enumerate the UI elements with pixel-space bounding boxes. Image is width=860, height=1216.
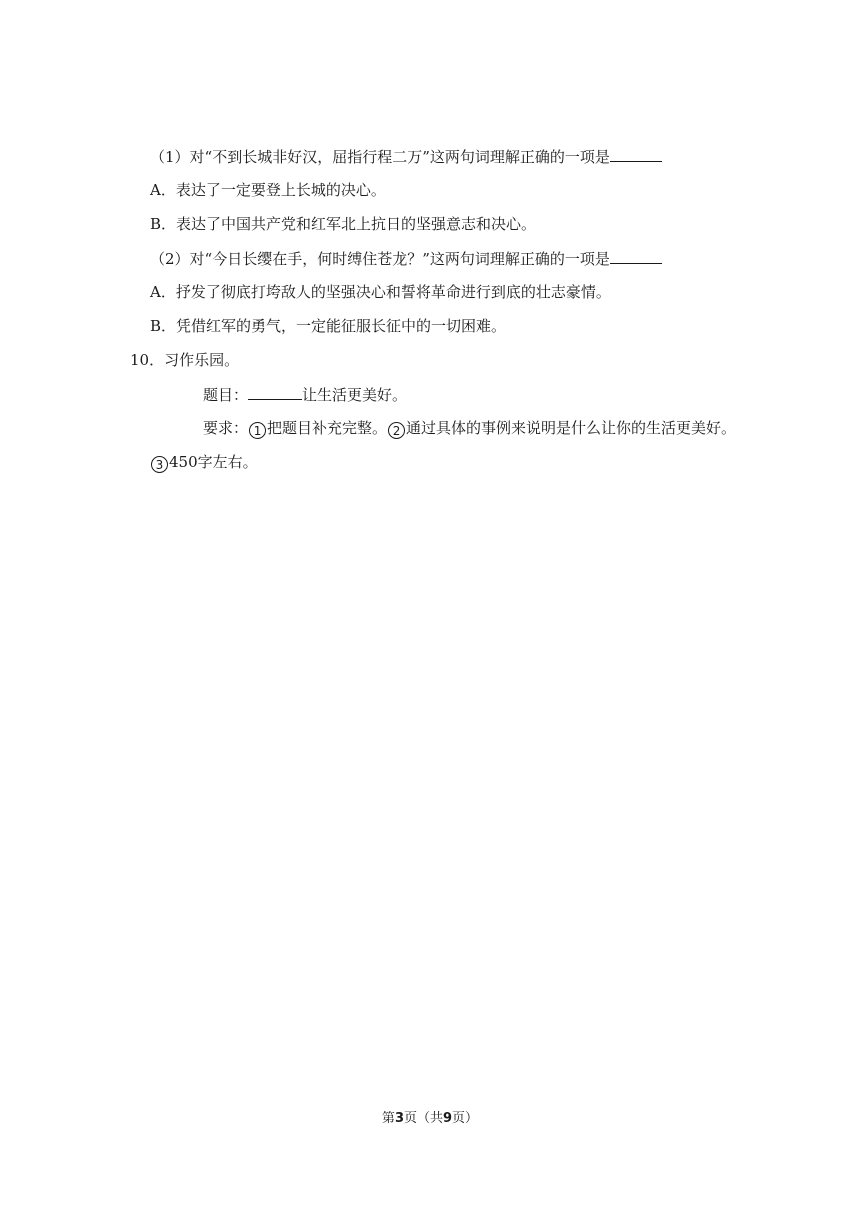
title-prefix: 题目：: [203, 386, 249, 404]
composition-requirements-cont: [150, 452, 258, 473]
question-number: 10．: [130, 351, 165, 369]
page-footer: [0, 1110, 860, 1128]
circled-number-2: 2: [388, 422, 405, 439]
footer-mid: 页（共: [403, 1111, 443, 1126]
answer-blank: [610, 146, 662, 162]
circled-number-3: 3: [151, 456, 168, 473]
question-1-option-a: A．表达了一定要登上长城的决心。: [150, 181, 386, 199]
title-suffix: 让生活更美好。: [302, 386, 408, 404]
req-prefix: 要求：: [203, 419, 249, 437]
composition-heading-text: 习作乐园。: [164, 351, 240, 369]
question-2-option-b: B．凭借红军的勇气，一定能征服长征中的一切困难。: [150, 317, 507, 335]
title-blank: [248, 384, 302, 400]
composition-heading: [130, 350, 239, 370]
question-2-text: （2）对“今日长缨在手，何时缚住苍龙？”这两句词理解正确的一项是: [150, 250, 610, 268]
current-page-number: 3: [394, 1111, 404, 1126]
total-page-number: 9: [443, 1111, 453, 1126]
answer-blank: [610, 248, 662, 264]
question-1-option-b: B．表达了中国共产党和红军北上抗日的坚强意志和决心。: [150, 215, 537, 233]
footer-pre: 第: [381, 1111, 395, 1126]
composition-requirements: [203, 418, 736, 439]
footer-post: 页）: [452, 1111, 479, 1126]
question-1-stem: [150, 146, 662, 167]
requirement-1: 把题目补充完整。: [267, 419, 388, 437]
circled-number-1: 1: [249, 422, 266, 439]
composition-title: [203, 384, 407, 405]
requirement-3: 450字左右。: [169, 453, 258, 471]
question-1-text: （1）对“不到长城非好汉，屈指行程二万”这两句词理解正确的一项是: [150, 148, 610, 166]
question-2-stem: [150, 248, 662, 269]
requirement-2: 通过具体的事例来说明是什么让你的生活更美好。: [406, 419, 737, 437]
question-2-option-a: A．抒发了彻底打垮敌人的坚强决心和誓将革命进行到底的壮志豪情。: [150, 283, 611, 301]
